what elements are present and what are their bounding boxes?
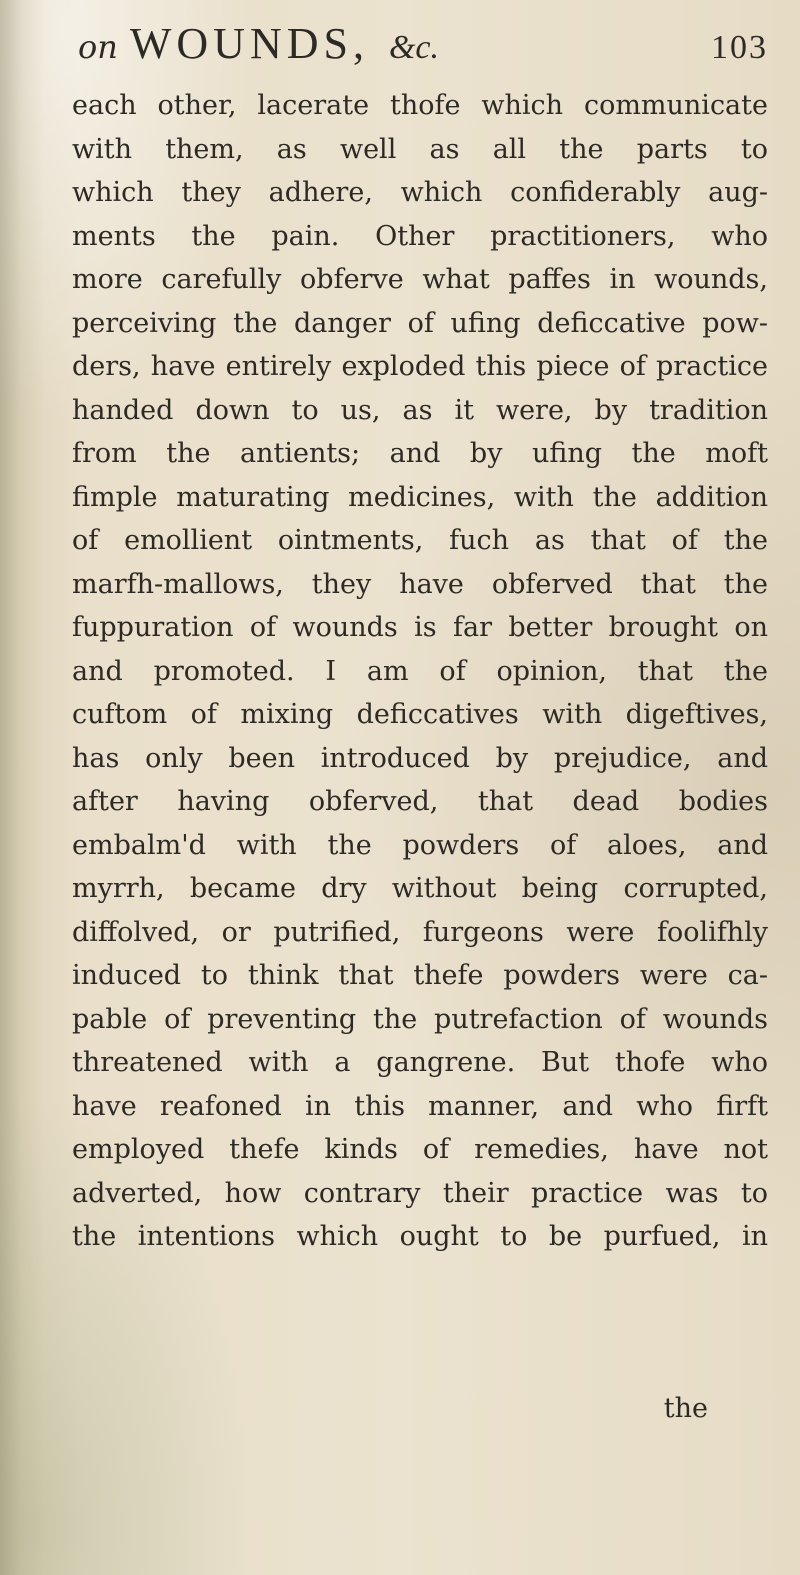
- text-line: myrrh, became dry without being corrupted,: [72, 873, 768, 904]
- text-line: have reafoned in this manner, and who firft: [72, 1090, 768, 1122]
- text-line: with them, as well as all the parts to: [72, 133, 768, 165]
- text-line: fuppuration of wounds is far better brought on: [72, 612, 768, 643]
- text-line: the intentions which ought to be purfued, in: [72, 1221, 768, 1252]
- text-line: cuftom of mixing deficcatives with digeftives,: [72, 699, 768, 730]
- text-line: from the antients; and by ufing the moft: [72, 438, 768, 469]
- text-line: diffolved, or putrified, furgeons were foolifhly: [72, 916, 768, 948]
- catchword: the: [663, 1393, 708, 1424]
- text-line: handed down to us, as it were, by tradition: [72, 394, 768, 426]
- text-line: fimple maturating medicines, with the addition: [72, 481, 768, 513]
- header-title: WOUNDS,: [129, 19, 369, 68]
- text-line: of emollient ointments, fuch as that of the: [72, 525, 768, 556]
- page-number: 103: [711, 29, 768, 66]
- text-line: pable of preventing the putrefaction of wounds: [72, 1003, 768, 1035]
- header-etc: &c.: [388, 29, 440, 66]
- body-text: [72, 84, 768, 1259]
- text-line: each other, lacerate thofe which communicate: [72, 90, 768, 121]
- text-line: which they adhere, which confiderably aug-: [72, 177, 768, 208]
- text-line: more carefully obferve what paffes in wounds,: [72, 264, 768, 295]
- text-line: ders, have entirely exploded this piece of practice: [72, 351, 768, 382]
- binding-shadow: [0, 0, 44, 1575]
- text-line: threatened with a gangrene. But thofe who: [72, 1047, 768, 1078]
- text-line: after having obferved, that dead bodies: [72, 786, 768, 817]
- text-line: ments the pain. Other practitioners, who: [72, 220, 768, 252]
- text-line: adverted, how contrary their practice was to: [72, 1177, 768, 1209]
- text-line: induced to think that thefe powders were ca-: [72, 960, 768, 991]
- header-prefix: on: [78, 28, 118, 66]
- running-header: [78, 18, 768, 78]
- text-line: and promoted. I am of opinion, that the: [72, 655, 768, 687]
- text-line: has only been introduced by prejudice, and: [72, 742, 768, 774]
- text-line: marfh-mallows, they have obferved that the: [72, 568, 768, 600]
- text-line: perceiving the danger of ufing deficcative pow-: [72, 307, 768, 339]
- text-line: employed thefe kinds of remedies, have not: [72, 1134, 768, 1165]
- text-line: embalm'd with the powders of aloes, and: [72, 829, 768, 861]
